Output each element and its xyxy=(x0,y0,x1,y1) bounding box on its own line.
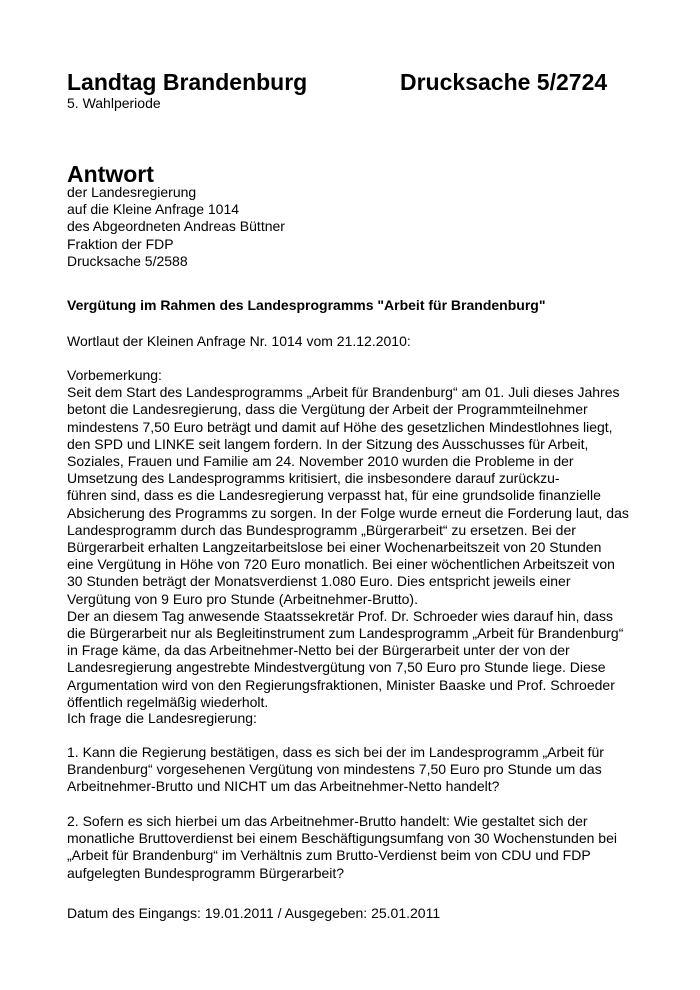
question-1-line: Brandenburg“ vorgesehenen Vergütung von mindestens 7,50 Euro pro Stunde um das xyxy=(67,761,602,778)
preliminary-line: Landesprogramm durch das Bundesprogramm „Bürgerarbeit“ zu ersetzen. Bei der xyxy=(67,521,576,538)
preliminary-label: Vorbemerkung: xyxy=(67,367,162,383)
question-intro: Ich frage die Landesregierung: xyxy=(67,710,257,726)
preliminary-line: führen sind, dass es die Landesregierung verpasst hat, für eine grundsolide finanzielle xyxy=(67,487,601,504)
question-2 xyxy=(67,813,617,882)
preliminary-line: Seit dem Start des Landesprogramms „Arbeit für Brandenburg“ am 01. Juli dieses Jahres xyxy=(67,384,620,401)
legislative-period: 5. Wahlperiode xyxy=(67,95,161,111)
question-2-line: 2. Sofern es sich hierbei um das Arbeitnehmer-Brutto handelt: Wie gestaltet sich der xyxy=(67,813,588,829)
preliminary-remark xyxy=(67,367,629,711)
answer-details xyxy=(67,184,285,270)
preliminary-line: Soziales, Frauen und Familie am 24. November 2010 wurden die Probleme in der xyxy=(67,453,574,470)
answer-line: der Landesregierung xyxy=(67,184,197,200)
answer-line: auf die Kleine Anfrage 1014 xyxy=(67,201,240,218)
answer-line: Fraktion der FDP xyxy=(67,235,174,252)
preliminary-line: eine Vergütung in Höhe von 720 Euro monatlich. Bei einer wöchentlichen Arbeitszeit von xyxy=(67,556,615,573)
question-2-line: aufgelegten Bundesprogramm Bürgerarbeit? xyxy=(67,864,345,881)
answer-heading: Antwort xyxy=(67,161,154,187)
preliminary-line: Bürgerarbeit erhalten Langzeitarbeitslose bei einer Wochenarbeitszeit von 20 Stunden xyxy=(67,539,602,556)
preliminary-line: Vergütung von 9 Euro pro Stunde (Arbeitnehmer-Brutto). xyxy=(67,590,418,607)
preliminary-line: Landesregierung angestrebte Mindestvergütung von 7,50 Euro pro Stunde liege. Diese xyxy=(67,659,606,676)
preliminary-line: öffentlich regelmäßig wiederholt. xyxy=(67,693,269,710)
preliminary-line: Der an diesem Tag anwesende Staatssekretär Prof. Dr. Schroeder wies darauf hin, dass xyxy=(67,607,614,624)
wording-line: Wortlaut der Kleinen Anfrage Nr. 1014 vom 21.12.2010: xyxy=(67,333,411,349)
preliminary-line: Umsetzung des Landesprogramms kritisiert, die insbesondere darauf zurückzu- xyxy=(67,470,560,487)
parliament-title: Landtag Brandenburg xyxy=(67,69,308,95)
question-1 xyxy=(67,744,604,796)
subject-line: Vergütung im Rahmen des Landesprogramms "Arbeit für Brandenburg" xyxy=(67,297,546,313)
question-2-line: monatliche Bruttoverdienst bei einem Beschäftigungsumfang von 30 Wochenstunden bei xyxy=(67,830,617,847)
answer-line: des Abgeordneten Andreas Büttner xyxy=(67,218,285,235)
preliminary-line: mindestens 7,50 Euro beträgt und damit auf Höhe des gesetzlichen Mindestlohnes liegt, xyxy=(67,418,613,435)
preliminary-line: 30 Stunden beträgt der Monatsverdienst 1.080 Euro. Dies entspricht jeweils einer xyxy=(67,573,571,590)
preliminary-line: den SPD und LINKE seit langem fordern. In der Sitzung des Ausschusses für Arbeit, xyxy=(67,435,589,452)
preliminary-line: Argumentation wird von den Regierungsfraktionen, Minister Baaske und Prof. Schroeder xyxy=(67,676,615,693)
receipt-date: Datum des Eingangs: 19.01.2011 / Ausgegeben: 25.01.2011 xyxy=(67,905,441,921)
document-number: Drucksache 5/2724 xyxy=(400,69,608,95)
answer-line: Drucksache 5/2588 xyxy=(67,252,188,269)
preliminary-line: in Frage käme, da das Arbeitnehmer-Netto bei der Bürgerarbeit unter der von der xyxy=(67,642,570,659)
question-1-line: Arbeitnehmer-Brutto und NICHT um das Arbeitnehmer-Netto handelt? xyxy=(67,778,500,795)
question-1-line: 1. Kann die Regierung bestätigen, dass es sich bei der im Landesprogramm „Arbeit für xyxy=(67,744,604,760)
preliminary-line: die Bürgerarbeit nur als Begleitinstrument zum Landesprogramm „Arbeit für Brandenburg“ xyxy=(67,625,624,642)
question-2-line: „Arbeit für Brandenburg“ im Verhältnis zum Brutto-Verdienst beim von CDU und FDP xyxy=(67,847,591,864)
preliminary-line: Absicherung des Programms zu sorgen. In der Folge wurde erneut die Forderung laut, das xyxy=(67,504,629,521)
preliminary-line: betont die Landesregierung, dass die Vergütung der Arbeit der Programmteilnehmer xyxy=(67,401,588,418)
